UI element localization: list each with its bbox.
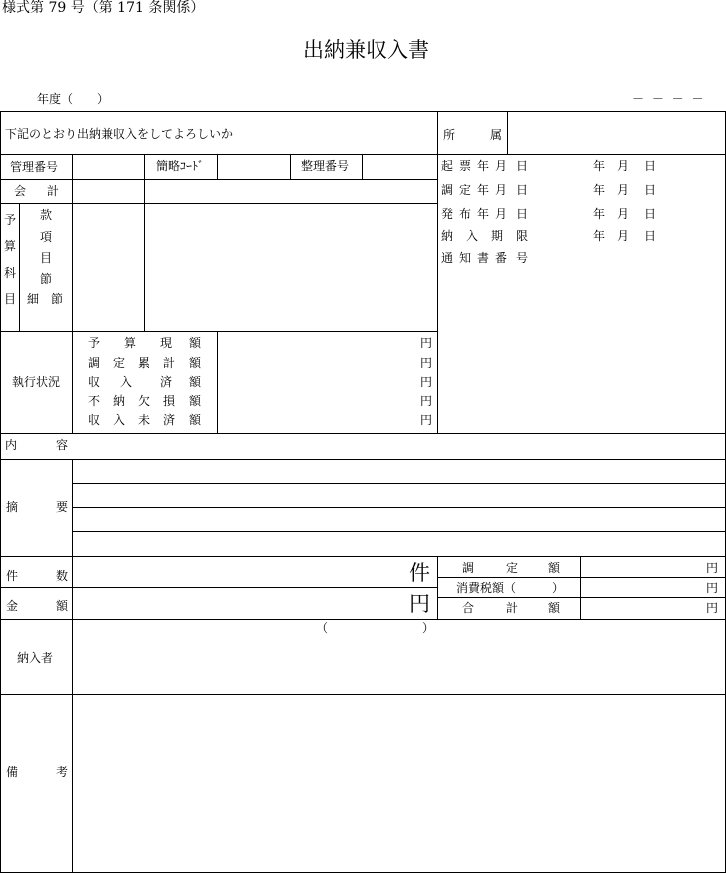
kamoku-setsu: 節 [40,272,53,286]
shikkou-joukyou-label: 執行状況 [12,375,61,389]
seiri-bangou-label: 整理番号 [301,159,350,173]
yosan-kamoku-char: 予 [4,213,17,227]
nounyuusha-field[interactable] [74,636,724,693]
yosan-kamoku-char: 算 [4,239,17,253]
amount-row: 調 定 額 円 [462,561,719,575]
tekiyou-field[interactable] [74,461,724,555]
date-row: 通 知 書 番 号 [441,251,529,265]
tekiyou-label-1: 摘 [6,500,19,514]
naiyou-label-2: 容 [56,438,69,452]
top-right-dashes: － － － － [632,92,706,106]
paren-open: （ [316,621,329,635]
exec-row: 予 算 現 額 円 [88,336,433,350]
exec-row: 収 入 済 額 円 [88,375,433,389]
kingaku-label-2: 額 [56,599,69,613]
kamoku-name-field[interactable] [146,205,435,329]
yosan-kamoku-char: 目 [4,292,17,306]
nounyuusha-label: 納入者 [17,651,54,665]
kensuu-field[interactable] [74,558,404,586]
naiyou-label-1: 内 [5,438,18,452]
exec-row: 収 入 未 済 額 円 [88,413,433,427]
date-row: 起 票 年 月 日 年 月 日 [441,159,657,173]
kaikei-field[interactable] [146,181,435,202]
amount-row: 消費税額（ ） 円 [456,581,719,595]
shozoku-label-1: 所 [443,128,456,142]
exec-row: 調 定 累 計 額 円 [88,356,433,370]
en-unit: 円 [409,592,430,616]
tekiyou-label-2: 要 [56,500,69,514]
bikou-label-1: 備 [6,765,19,779]
paren-close: ） [422,621,435,635]
date-row: 納 入 期 限 年 月 日 [441,229,657,243]
date-row: 発 布 年 月 日 年 月 日 [441,207,657,221]
kingaku-field[interactable] [74,589,404,618]
page-title: 出納兼収入書 [303,38,429,62]
kanri-bangou-label: 管理番号 [10,160,59,174]
kanri-bangou-field[interactable] [74,156,142,178]
seiri-bangou-field[interactable] [364,156,435,178]
kensuu-label-1: 件 [6,569,19,583]
form-number: 様式第 79 号（第 171 条関係） [2,0,205,16]
kamoku-kou: 項 [40,230,53,244]
exec-row: 不 納 欠 損 額 円 [88,394,433,408]
ken-unit: 件 [409,561,430,585]
bikou-label-2: 考 [56,765,69,779]
kamoku-code-field[interactable] [74,205,142,329]
request-text: 下記のとおり出納兼収入をしてよろしいか [5,127,234,141]
kaikei-label-1: 会 [14,184,27,198]
fiscal-year-close: ） [97,92,110,106]
shozoku-field[interactable] [509,113,723,152]
fiscal-year-label: 年度（ [37,92,74,106]
kaikei-label-2: 計 [47,184,60,198]
date-row: 調 定 年 月 日 年 月 日 [441,183,657,197]
naiyou-field[interactable] [74,435,724,458]
ryaku-code-label: 簡略ｺｰﾄﾞ [156,159,205,173]
kingaku-label-1: 金 [6,599,19,613]
ryaku-code-field[interactable] [219,156,288,178]
yosan-kamoku-char: 科 [4,266,17,280]
bikou-field[interactable] [74,696,724,870]
kensuu-label-2: 数 [56,569,69,583]
kamoku-saisetsu: 細 節 [27,292,64,306]
amount-row: 合 計 額 円 [462,601,719,615]
kamoku-moku: 目 [40,251,53,265]
kamoku-kan: 款 [40,208,53,222]
shozoku-label-2: 属 [490,128,503,142]
